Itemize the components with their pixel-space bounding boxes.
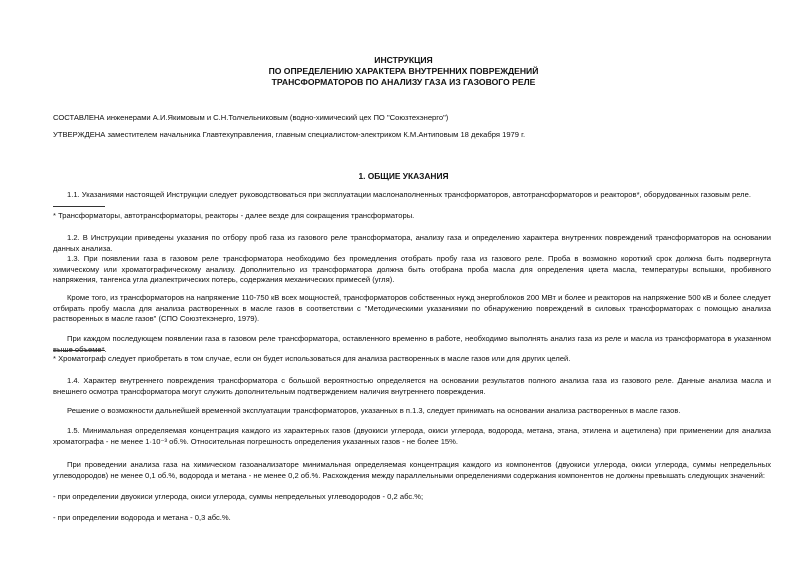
paragraph-1-3-c: При каждом последующем появлении газа в газовом реле трансформатора, оставленного временно в работе, необходимо выполнять анализ газа из реле и масла из трансформатора в указанном выше объеме*. <box>53 334 771 354</box>
list-item: - при определении двуокиси углерода, окиси углерода, суммы непредельных углеводородов - 0,2 абс.%; <box>53 492 424 501</box>
paragraph-1-5-b: При проведении анализа газа на химическом газоанализаторе минимальная определяемая концентрация каждого из компонентов (двуокиси углерода, окиси углерода, суммы непредельных углеводородов) не менее 0,1 об.%, водорода и метана - не менее 0,2 об.%. Расхождения между параллельными определениями содержания компонентов не должны превышать следующих значений: <box>53 460 771 480</box>
paragraph-1-3-b: Кроме того, из трансформаторов на напряжение 110-750 кВ всех мощностей, трансформаторов собственных нужд энергоблоков 200 МВт и более и реакторов на напряжение 500 кВ и более следует отбирать пробу масла для анализа растворенных в масле газов в соответствии с "Методическими указаниями по обнаружению повреждений в силовых трансформаторах с помощью анализа растворенных в масле газов" (СПО Союзтехэнерго, 1979). <box>53 293 771 323</box>
footnote-1: * Трансформаторы, автотрансформаторы, реакторы - далее везде для сокращения трансформаторы. <box>53 211 415 220</box>
title-line-3: ТРАНСФОРМАТОРОВ ПО АНАЛИЗУ ГАЗА ИЗ ГАЗОВОГО РЕЛЕ <box>271 77 536 87</box>
paragraph-1-4: 1.4. Характер внутреннего повреждения трансформатора с большой вероятностью определяется на основании результатов полного анализа газа из газового реле. Данные анализа масла и внешнего осмотра трансформатора могут служить дополнительным подтверждением наличия внутреннего повреждения. <box>53 376 771 396</box>
paragraph-1-5: 1.5. Минимальная определяемая концентрация каждого из характерных газов (двуокиси углерода, окиси углерода, водорода, метана, этана, этилена и ацетилена) при применении для анализа хроматографа - не менее 1·10⁻³ об.%. Относительная погрешность определения указанных газов - не более 15%. <box>53 426 771 446</box>
footnote-divider <box>53 206 105 207</box>
title-line-2: ПО ОПРЕДЕЛЕНИЮ ХАРАКТЕРА ВНУТРЕННИХ ПОВРЕЖДЕНИЙ <box>268 66 539 76</box>
list-item: - при определении водорода и метана - 0,3 абс.%. <box>53 513 231 522</box>
paragraph-1-2: 1.2. В Инструкции приведены указания по отбору проб газа из газового реле трансформатора, анализу газа и определению характера внутренних повреждений трансформаторов на основании данных анализа. <box>53 233 771 253</box>
paragraph-1-1: 1.1. Указаниями настоящей Инструкции следует руководствоваться при эксплуатации маслонаполненных трансформаторов, автотрансформаторов и реакторов*, оборудованных газовым реле. <box>67 190 751 199</box>
paragraph-1-3: 1.3. При появлении газа в газовом реле трансформатора необходимо без промедления отобрать пробу газа из газового реле. Проба в возможно короткий срок должна быть подвергнута химическому или хроматографическому анализу. Дополнительно из трансформатора должна быть отобрана проба масла для определения цвета масла, температуры вспышки, пробивного напряжения, тангенса угла диэлектрических потерь, содержания механических примесей (угля). <box>53 254 771 284</box>
compiled-by: СОСТАВЛЕНА инженерами А.И.Якимовым и С.Н.Толчельниковым (водно-химический цех ПО "Союзтехэнерго") <box>53 113 449 122</box>
title-line-1: ИНСТРУКЦИЯ <box>374 55 433 65</box>
approved-by: УТВЕРЖДЕНА заместителем начальника Главтехуправления, главным специалистом-электриком К.М.Антиповым 18 декабря 1979 г. <box>53 130 526 139</box>
footnote-2: * Хроматограф следует приобретать в том случае, если он будет использоваться для анализа растворенных в масле газов или для других целей. <box>53 354 571 363</box>
document-title <box>40 55 767 88</box>
paragraph-1-4-b: Решение о возможности дальнейшей временной эксплуатации трансформаторов, указанных в п.1.3, следует принимать на основании анализа растворенных в масле газов. <box>67 406 681 415</box>
section-heading: 1. ОБЩИЕ УКАЗАНИЯ <box>358 171 449 181</box>
footnote-divider <box>53 350 105 351</box>
